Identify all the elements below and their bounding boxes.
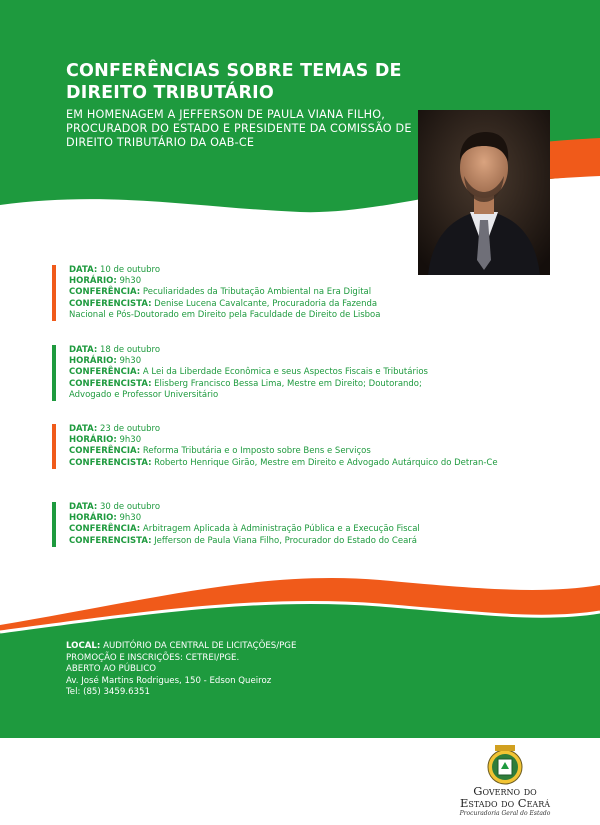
page-subtitle: EM HOMENAGEM A JEFFERSON DE PAULA VIANA FILHO, PROCURADOR DO ESTADO E PRESIDENTE DA COMISSÃO DE DIREITO TRIBUTÁRIO DA OAB-CE xyxy=(66,108,412,150)
speaker-photo xyxy=(418,110,550,275)
promotion-text: PROMOÇÃO E INSCRIÇÕES: CETREI/PGE. xyxy=(66,652,240,663)
event-speaker: Jefferson de Paula Viana Filho, Procurador do Estado do Ceará xyxy=(154,535,417,546)
event-item-2: DATA: 18 de outubro HORÁRIO: 9h30 CONFERÊNCIA: A Lei da Liberdade Econômica e seus Aspectos Fiscais e Tributários CONFERENCISTA: Elisberg Francisco Bessa Lima, Mestre em Direito; Doutorando; Advogado e Professor Universitário xyxy=(52,345,449,401)
event-item-3: DATA: 23 de outubro HORÁRIO: 9h30 CONFERÊNCIA: Reforma Tributária e o Imposto sobre Bens e Serviços CONFERENCISTA: Roberto Henrique Girão, Mestre em Direito e Advogado Autárquico do Detran-Ce xyxy=(52,424,498,469)
event-date: 30 de outubro xyxy=(99,502,161,512)
event-title: Peculiaridades da Tributação Ambiental na Era Digital xyxy=(142,287,372,298)
logo-text: Governo do Estado do Ceará xyxy=(459,784,551,810)
phone-text: Tel: (85) 3459.6351 xyxy=(66,687,150,698)
logo-subtext: Procuradoria Geral do Estado xyxy=(459,810,551,817)
venue-label: LOCAL: xyxy=(66,641,101,651)
event-time: 9h30 xyxy=(119,356,142,367)
event-item-1: DATA: 10 de outubro HORÁRIO: 9h30 CONFERÊNCIA: Peculiaridades da Tributação Ambiental na Era Digital CONFERENCISTA: Denise Lucena Cavalcante, Procuradoria da Fazenda Nacional e Pós-Doutorado em Direito pela Faculdade de Direito de Lisboa xyxy=(52,265,399,321)
event-time: 9h30 xyxy=(119,276,142,287)
page-title: CONFERÊNCIAS SOBRE TEMAS DE DIREITO TRIBUTÁRIO xyxy=(66,61,402,103)
event-date: 10 de outubro xyxy=(99,265,161,275)
event-title: Arbitragem Aplicada à Administração Pública e a Execução Fiscal xyxy=(142,524,420,535)
event-date: 23 de outubro xyxy=(99,424,161,434)
open-to-public-text: ABERTO AO PÚBLICO xyxy=(66,664,156,675)
event-date: 18 de outubro xyxy=(99,345,161,355)
event-title: Reforma Tributária e o Imposto sobre Bens e Serviços xyxy=(142,446,371,457)
event-time: 9h30 xyxy=(119,435,142,446)
event-speaker: Roberto Henrique Girão, Mestre em Direito e Advogado Autárquico do Detran-Ce xyxy=(154,457,498,468)
event-title: A Lei da Liberdade Econômica e seus Aspectos Fiscais e Tributários xyxy=(142,367,428,378)
event-speaker: Elisberg Francisco Bessa Lima, Mestre em Direito; Doutorando; Advogado e Professor Universitário xyxy=(69,378,422,400)
event-time: 9h30 xyxy=(119,513,142,524)
event-item-4: DATA: 30 de outubro HORÁRIO: 9h30 CONFERÊNCIA: Arbitragem Aplicada à Administração Pública e a Execução Fiscal CONFERENCISTA: Jefferson de Paula Viana Filho, Procurador do Estado do Ceará xyxy=(52,502,420,547)
address-text: Av. José Martins Rodrigues, 150 - Edson Queiroz xyxy=(66,675,272,686)
header xyxy=(66,60,416,151)
event-speaker: Denise Lucena Cavalcante, Procuradoria da Fazenda Nacional e Pós-Doutorado em Direito pela Faculdade de Direito de Lisboa xyxy=(69,298,381,320)
venue-info xyxy=(66,641,366,699)
venue-value: AUDITÓRIO DA CENTRAL DE LICITAÇÕES/PGE xyxy=(103,641,297,651)
